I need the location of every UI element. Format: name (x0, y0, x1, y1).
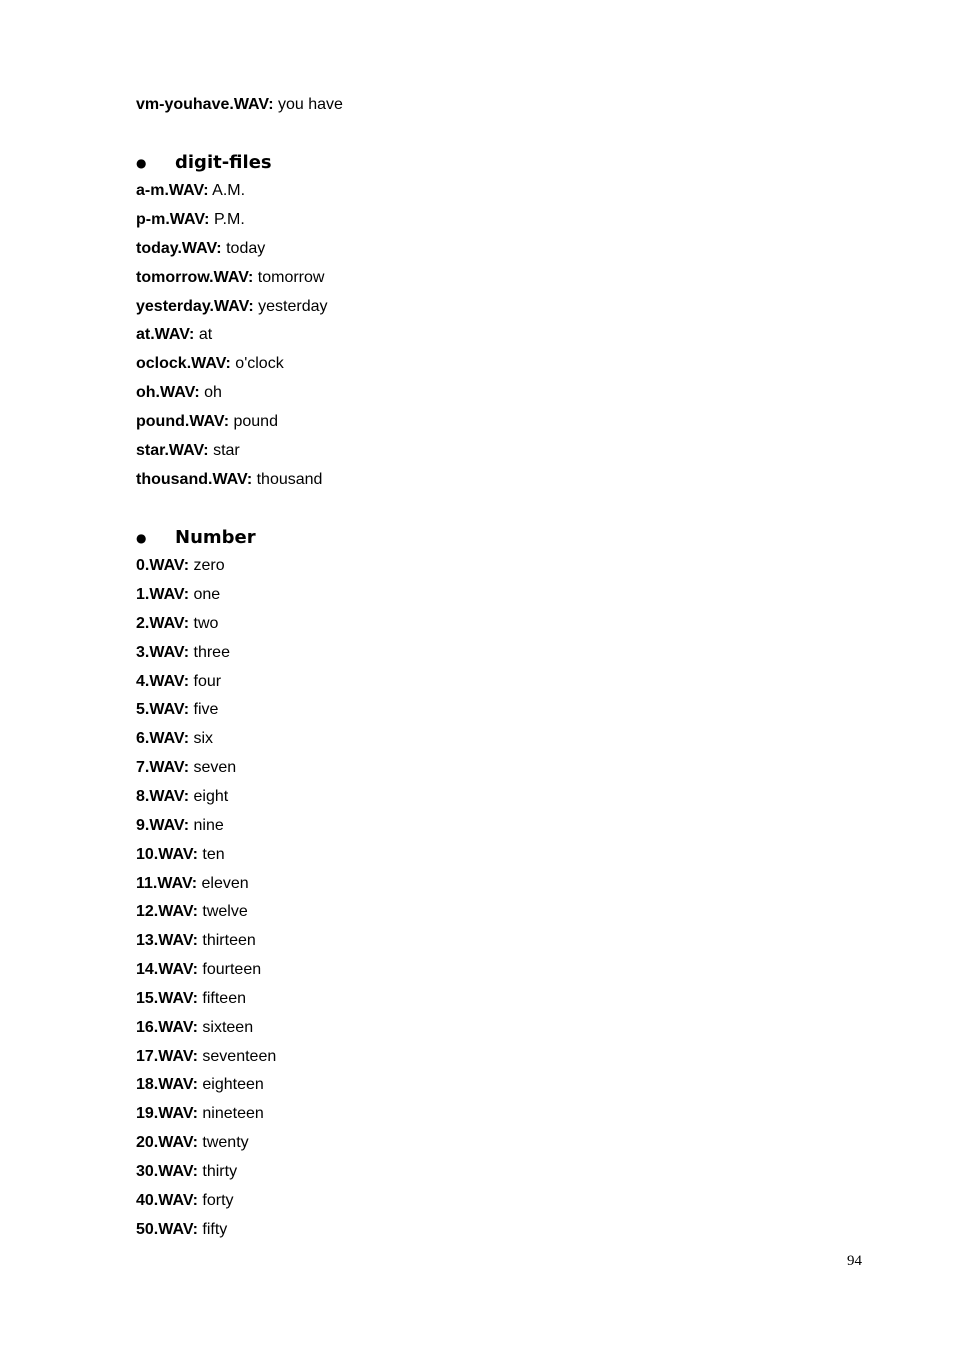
list-item (136, 325, 212, 345)
list-item (136, 931, 256, 951)
list-item (136, 268, 324, 288)
entry-description: you have (277, 96, 343, 113)
intro-entry (136, 95, 343, 115)
list-item (136, 297, 328, 317)
list-item (136, 816, 224, 836)
list-item (136, 1075, 264, 1095)
list-item (136, 700, 218, 720)
entry-description: yesterday (258, 298, 328, 315)
list-item (136, 556, 225, 576)
entry-description: one (193, 586, 221, 603)
entry-filename: yesterday.WAV: (136, 298, 254, 315)
section-title: Number (175, 527, 256, 548)
entry-filename: 2.WAV: (136, 615, 190, 632)
entry-description: eight (193, 788, 229, 805)
list-item (136, 614, 218, 634)
entry-filename: 50.WAV: (136, 1221, 198, 1238)
entry-description: star (213, 442, 240, 459)
entry-description: tomorrow (257, 269, 325, 286)
entry-description: twenty (202, 1134, 249, 1151)
entry-filename: 19.WAV: (136, 1105, 198, 1122)
entry-filename: 18.WAV: (136, 1076, 198, 1093)
entry-description: zero (193, 557, 225, 574)
entry-filename: 10.WAV: (136, 846, 198, 863)
entry-filename: 40.WAV: (136, 1192, 198, 1209)
entry-filename: 17.WAV: (136, 1048, 198, 1065)
entry-filename: at.WAV: (136, 326, 195, 343)
entry-filename: 0.WAV: (136, 557, 190, 574)
entry-filename: 13.WAV: (136, 932, 198, 949)
entry-description: P.M. (213, 211, 245, 228)
entry-description: fifty (202, 1221, 228, 1238)
entry-description: forty (202, 1192, 234, 1209)
entry-description: two (193, 615, 219, 632)
list-item (136, 729, 213, 749)
entry-description: nineteen (202, 1105, 264, 1122)
entry-filename: p-m.WAV: (136, 211, 210, 228)
entry-filename: 9.WAV: (136, 817, 190, 834)
entry-description: pound (233, 413, 278, 430)
entry-description: seven (193, 759, 237, 776)
list-item (136, 672, 221, 692)
entry-filename: 4.WAV: (136, 673, 190, 690)
entry-description: seventeen (202, 1048, 277, 1065)
list-item (136, 989, 246, 1009)
list-item (136, 354, 284, 374)
list-item (136, 1220, 227, 1240)
entry-filename: 1.WAV: (136, 586, 190, 603)
list-item (136, 1162, 237, 1182)
list-item (136, 1104, 264, 1124)
entry-description: today (226, 240, 266, 257)
entry-filename: vm-youhave.WAV: (136, 96, 274, 113)
list-item (136, 787, 228, 807)
entry-description: twelve (202, 903, 248, 920)
list-item (136, 383, 222, 403)
list-item (136, 845, 225, 865)
list-item (136, 470, 322, 490)
entry-filename: 16.WAV: (136, 1019, 198, 1036)
list-item (136, 758, 236, 778)
entry-description: o'clock (235, 355, 284, 372)
entry-description: thousand (256, 471, 323, 488)
entry-filename: 12.WAV: (136, 903, 198, 920)
list-item (136, 1191, 234, 1211)
list-item (136, 239, 265, 259)
entry-description: sixteen (202, 1019, 254, 1036)
list-item (136, 585, 220, 605)
entry-description: six (193, 730, 214, 747)
entry-description: ten (202, 846, 225, 863)
entry-filename: oclock.WAV: (136, 355, 231, 372)
list-item (136, 902, 248, 922)
entry-filename: thousand.WAV: (136, 471, 253, 488)
entry-description: nine (193, 817, 224, 834)
entry-filename: tomorrow.WAV: (136, 269, 254, 286)
entry-filename: 14.WAV: (136, 961, 198, 978)
entry-filename: oh.WAV: (136, 384, 200, 401)
bullet-icon: ● (136, 531, 147, 545)
entry-description: four (193, 673, 222, 690)
entry-description: fifteen (202, 990, 246, 1007)
list-item (136, 960, 261, 980)
entry-filename: today.WAV: (136, 240, 222, 257)
list-item (136, 1133, 249, 1153)
entry-description: thirty (202, 1163, 238, 1180)
entry-description: thirteen (202, 932, 256, 949)
entry-filename: 5.WAV: (136, 701, 190, 718)
entry-filename: a-m.WAV: (136, 182, 209, 199)
entry-description: eighteen (202, 1076, 264, 1093)
entry-filename: 3.WAV: (136, 644, 190, 661)
entry-filename: 8.WAV: (136, 788, 190, 805)
list-item (136, 441, 240, 461)
list-item (136, 643, 230, 663)
entry-filename: pound.WAV: (136, 413, 230, 430)
entry-filename: 15.WAV: (136, 990, 198, 1007)
list-item (136, 210, 245, 230)
entry-filename: star.WAV: (136, 442, 209, 459)
list-item (136, 1047, 276, 1067)
entry-description: A.M. (212, 182, 246, 199)
section-title: digit-files (175, 152, 272, 173)
entry-filename: 20.WAV: (136, 1134, 198, 1151)
entry-filename: 6.WAV: (136, 730, 190, 747)
entry-description: fourteen (202, 961, 262, 978)
entry-description: oh (204, 384, 222, 401)
page-number: 94 (847, 1253, 862, 1269)
bullet-icon: ● (136, 156, 147, 170)
entry-filename: 11.WAV: (136, 875, 198, 892)
entry-description: eleven (201, 875, 249, 892)
list-item (136, 1018, 253, 1038)
entry-description: at (198, 326, 213, 343)
list-item (136, 181, 245, 201)
entry-filename: 30.WAV: (136, 1163, 198, 1180)
list-item (136, 412, 278, 432)
entry-description: three (193, 644, 230, 661)
entry-filename: 7.WAV: (136, 759, 190, 776)
entry-description: five (193, 701, 219, 718)
list-item (136, 874, 249, 894)
